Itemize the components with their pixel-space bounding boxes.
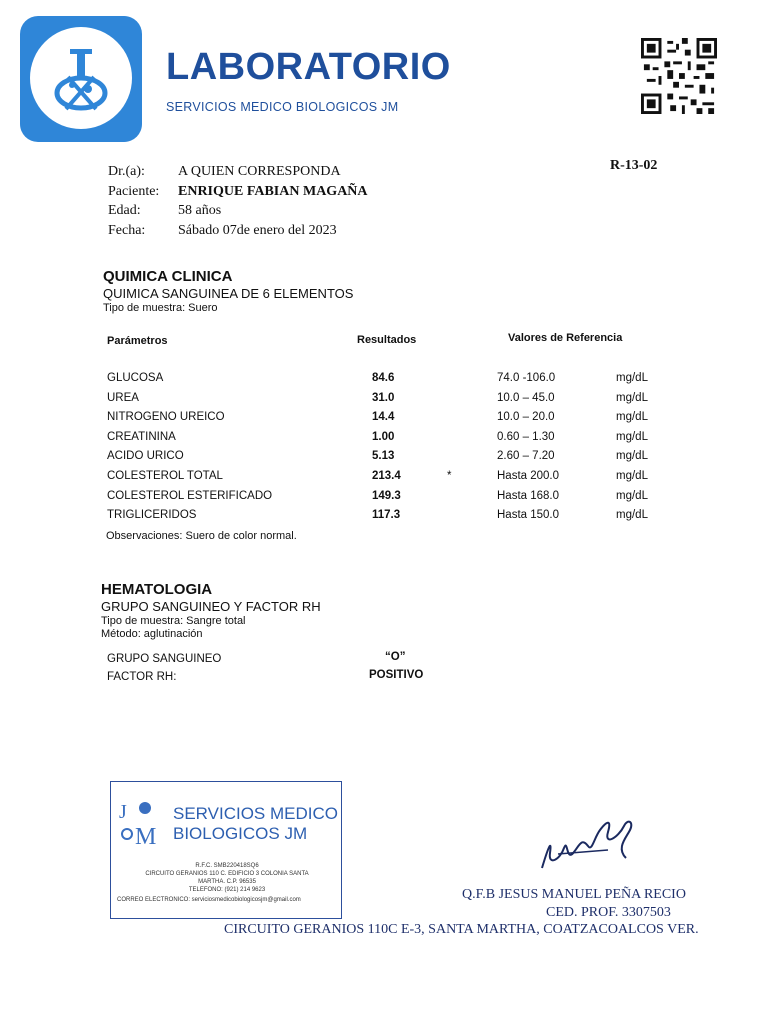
param-result: 14.4 <box>372 411 395 423</box>
stamp-phone: TELEFONO: (921) 214 9623 <box>188 887 266 893</box>
param-result: 5.13 <box>372 450 395 462</box>
lab-logo <box>20 16 142 142</box>
signer-address: CIRCUITO GERANIOS 110C E-3, SANTA MARTHA, COATZACOALCOS VER. <box>224 922 699 937</box>
age-value: 58 años <box>178 203 222 218</box>
col-result-header: Resultados <box>357 334 417 346</box>
rh-factor-label: FACTOR RH: <box>107 671 177 683</box>
flask-microscope-icon <box>30 27 132 129</box>
param-result: 149.3 <box>372 490 401 502</box>
svg-text:J: J <box>119 801 127 823</box>
signer-name: Q.F.B JESUS MANUEL PEÑA RECIO <box>462 887 686 902</box>
col-ref-header: Valores de Referencia <box>508 332 623 344</box>
param-result: 31.0 <box>372 392 395 404</box>
stamp-rfc: R.F.C. SMB220418SQ6 <box>195 863 259 869</box>
blood-group-label: GRUPO SANGUINEO <box>107 653 222 665</box>
signer-license: CED. PROF. 3307503 <box>546 905 671 920</box>
lab-title: LABORATORIO <box>166 46 451 88</box>
logo-circle <box>30 27 132 129</box>
param-result: 213.4 <box>372 470 401 482</box>
doctor-value: A QUIEN CORRESPONDA <box>178 164 341 179</box>
param-reference: Hasta 168.0 <box>497 490 560 502</box>
rh-factor-value: POSITIVO <box>369 669 424 681</box>
stamp-logo-icon <box>115 796 167 852</box>
param-reference: 2.60 – 7.20 <box>497 450 555 462</box>
chemistry-subtitle: QUIMICA SANGUINEA DE 6 ELEMENTOS <box>103 286 354 301</box>
param-result: 117.3 <box>372 509 401 521</box>
age-label: Edad: <box>108 203 141 218</box>
param-unit: mg/dL <box>616 411 648 423</box>
param-result: 1.00 <box>372 431 395 443</box>
blood-group-value: “O” <box>385 651 406 663</box>
param-unit: mg/dL <box>616 450 648 462</box>
qr-code-icon <box>640 38 718 114</box>
hematology-method: Método: aglutinación <box>101 628 203 640</box>
param-unit: mg/dL <box>616 470 648 482</box>
param-flag: * <box>447 470 452 482</box>
stamp-name <box>173 804 338 844</box>
param-result: 84.6 <box>372 372 395 384</box>
date-value: Sábado 07de enero del 2023 <box>178 222 337 238</box>
param-unit: mg/dL <box>616 431 648 443</box>
stamp-name-line1: SERVICIOS MEDICO <box>173 804 338 823</box>
param-unit: mg/dL <box>616 509 648 521</box>
lab-stamp <box>110 781 342 919</box>
patient-label: Paciente: <box>108 183 160 199</box>
col-param-header: Parámetros <box>107 335 168 347</box>
record-code: R-13-02 <box>610 158 658 173</box>
chemistry-title: QUIMICA CLINICA <box>103 268 233 285</box>
hematology-title: HEMATOLOGIA <box>101 581 213 598</box>
param-reference: 10.0 – 20.0 <box>497 411 555 423</box>
patient-name: ENRIQUE FABIAN MAGAÑA <box>178 183 368 199</box>
param-reference: 10.0 – 45.0 <box>497 392 555 404</box>
lab-subtitle: SERVICIOS MEDICO BIOLOGICOS JM <box>166 100 399 114</box>
stamp-email: CORREO ELECTRONICO: serviciosmedicobiologicosjm@gmail.com <box>117 897 301 903</box>
date-label: Fecha: <box>108 222 146 238</box>
handwritten-signature <box>538 808 638 878</box>
param-name: COLESTEROL TOTAL <box>107 470 223 482</box>
chemistry-sample: Tipo de muestra: Suero <box>103 302 218 314</box>
stamp-name-line2: BIOLOGICOS JM <box>173 824 308 843</box>
param-reference: 74.0 -106.0 <box>497 372 556 384</box>
hematology-subtitle: GRUPO SANGUINEO Y FACTOR RH <box>101 599 321 614</box>
stamp-address2: MARTHA. C.P. 96535 <box>198 879 256 885</box>
patient-info <box>108 162 368 240</box>
param-name: GLUCOSA <box>107 372 164 384</box>
param-unit: mg/dL <box>616 490 648 502</box>
param-name: CREATININA <box>107 431 176 443</box>
param-name: NITROGENO UREICO <box>107 411 225 423</box>
doctor-label: Dr.(a): <box>108 164 145 179</box>
param-unit: mg/dL <box>616 392 648 404</box>
param-reference: Hasta 150.0 <box>497 509 560 521</box>
stamp-address1: CIRCUITO GERANIOS 110 C. EDIFICIO 3 COLONIA SANTA <box>145 871 309 877</box>
param-reference: 0.60 – 1.30 <box>497 431 555 443</box>
param-name: TRIGLICERIDOS <box>107 509 197 521</box>
param-name: ACIDO URICO <box>107 450 184 462</box>
param-unit: mg/dL <box>616 372 648 384</box>
observations: Observaciones: Suero de color normal. <box>106 530 297 542</box>
param-name: COLESTEROL ESTERIFICADO <box>107 490 273 502</box>
param-reference: Hasta 200.0 <box>497 470 560 482</box>
param-name: UREA <box>107 392 139 404</box>
hematology-sample: Tipo de muestra: Sangre total <box>101 615 246 627</box>
svg-text:M: M <box>135 824 157 850</box>
